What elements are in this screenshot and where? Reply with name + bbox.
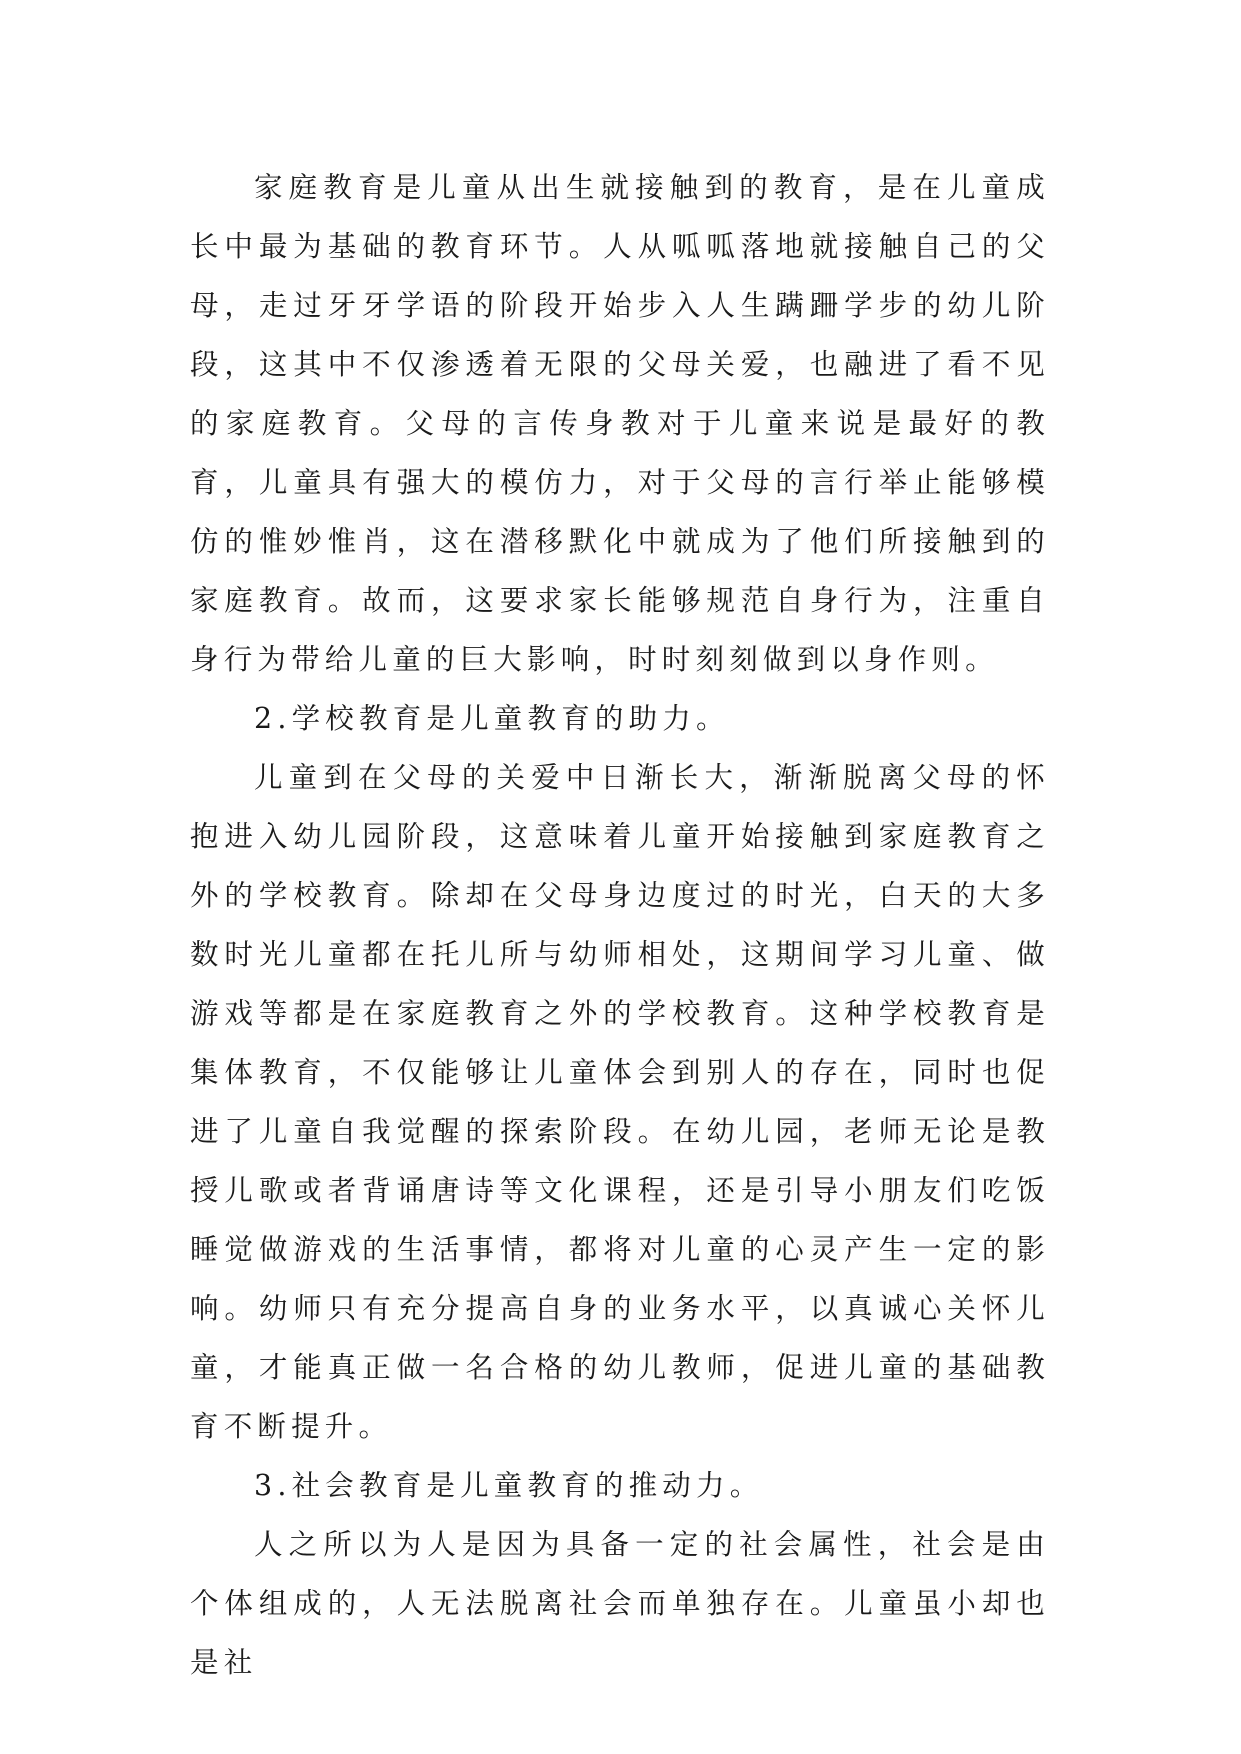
section-heading-social-education: 3.社会教育是儿童教育的推动力。 bbox=[254, 1469, 764, 1502]
paragraph-school-education: 儿童到在父母的关爱中日渐长大，渐渐脱离父母的怀抱进入幼儿园阶段，这意味着儿童开始接触到家庭教育之外的学校教育。除却在父母身边度过的时光，白天的大多数时光儿童都在托儿所与幼师相处，这期间学习儿童、做游戏等都是在家庭教育之外的学校教育。这种学校教育是集体教育，不仅能够让儿童体会到别人的存在，同时也促进了儿童自我觉醒的探索阶段。在幼儿园，老师无论是教授儿歌或者背诵唐诗等文化课程，还是引导小朋友们吃饭睡觉做游戏的生活事情，都将对儿童的心灵产生一定的影响。幼师只有充分提高自身的业务水平，以真诚心关怀儿童，才能真正做一名合格的幼儿教师，促进儿童的基础教育不断提升。 bbox=[190, 761, 1050, 1443]
document-body bbox=[190, 158, 1050, 1692]
section-heading-school-education: 2.学校教育是儿童教育的助力。 bbox=[254, 702, 730, 735]
paragraph-family-education: 家庭教育是儿童从出生就接触到的教育，是在儿童成长中最为基础的教育环节。人从呱呱落地就接触自己的父母，走过牙牙学语的阶段开始步入人生蹒跚学步的幼儿阶段，这其中不仅渗透着无限的父母关爱，也融进了看不见的家庭教育。父母的言传身教对于儿童来说是最好的教育，儿童具有强大的模仿力，对于父母的言行举止能够模仿的惟妙惟肖，这在潜移默化中就成为了他们所接触到的家庭教育。故而，这要求家长能够规范自身行为，注重自身行为带给儿童的巨大影响，时时刻刻做到以身作则。 bbox=[190, 171, 1050, 676]
paragraph-social-education: 人之所以为人是因为具备一定的社会属性，社会是由个体组成的，人无法脱离社会而单独存在。儿童虽小却也是社 bbox=[190, 1528, 1050, 1679]
